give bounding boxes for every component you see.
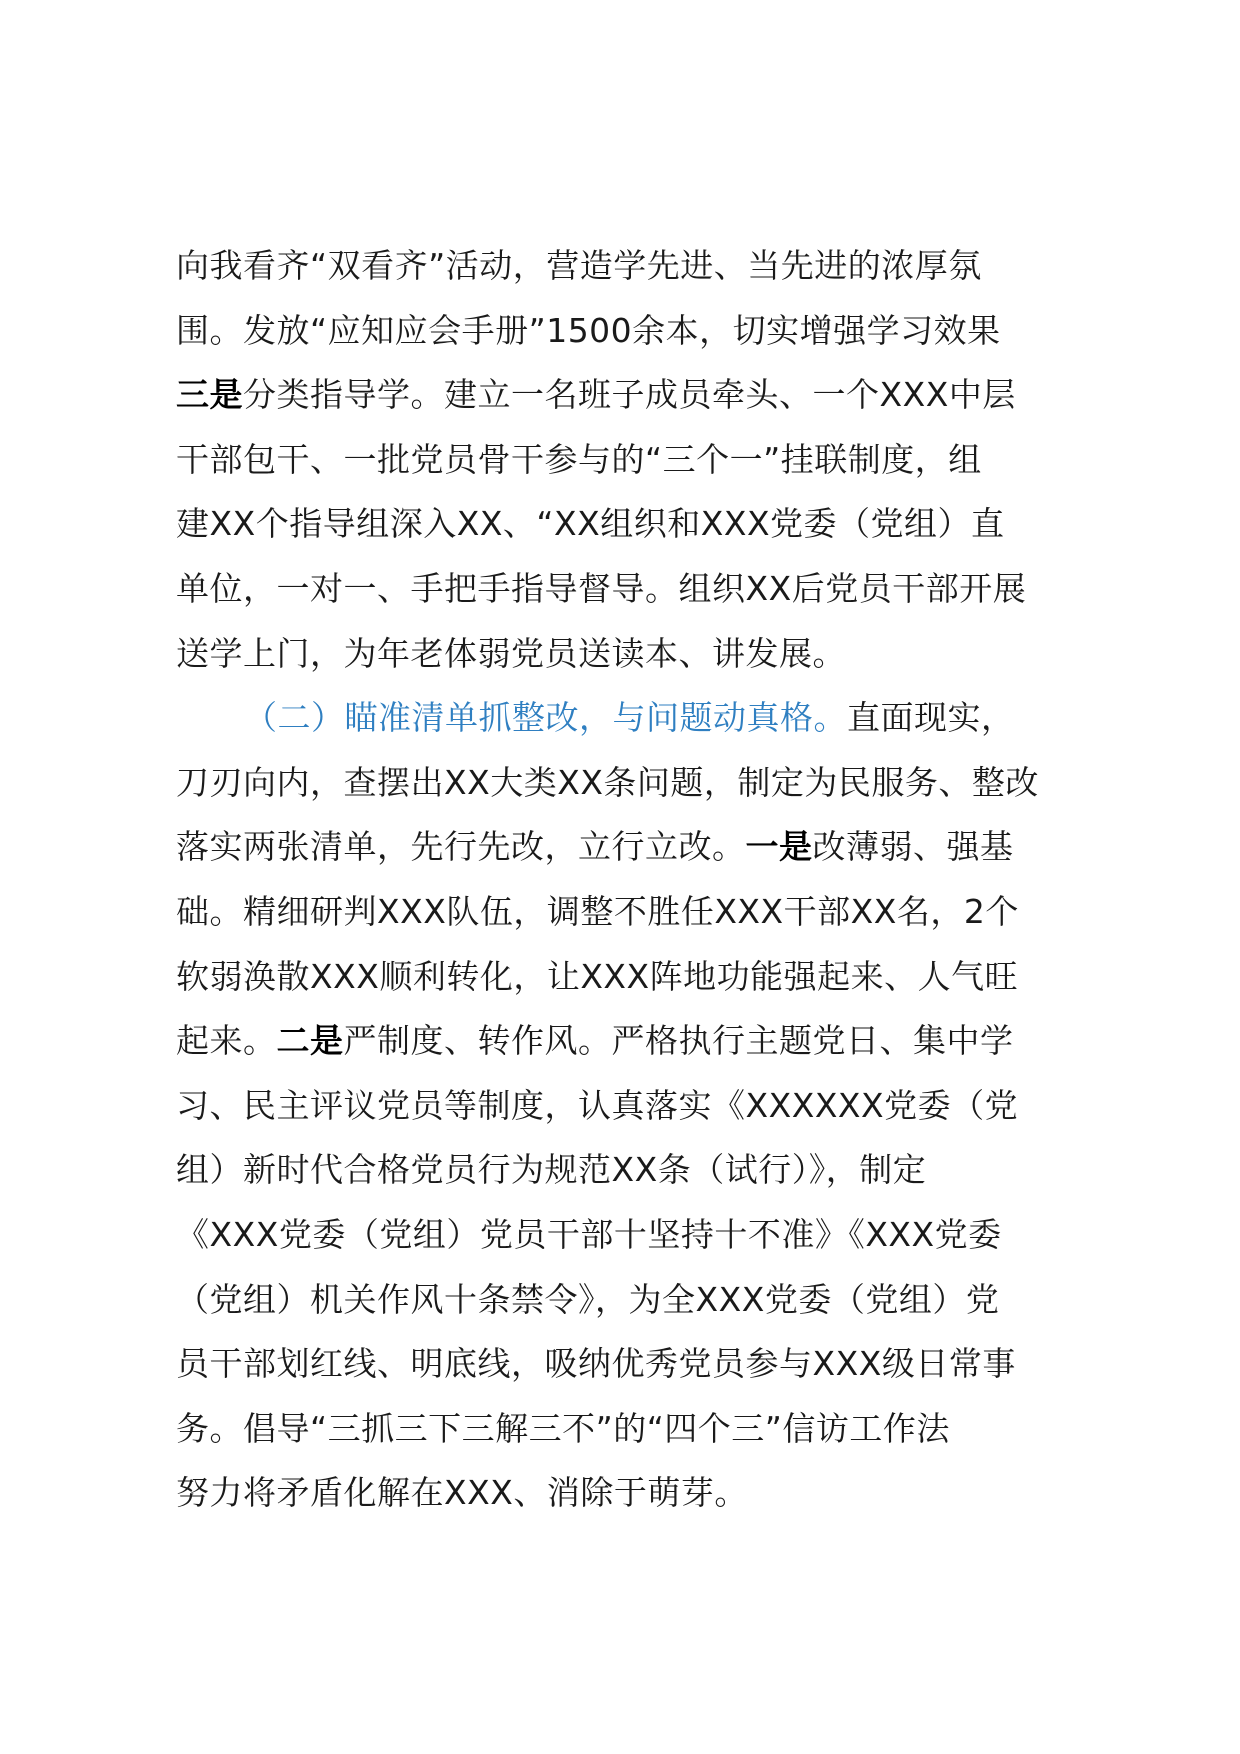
text-line — [176, 751, 1116, 816]
text-line — [176, 1009, 1116, 1074]
text-run: 分类指导学。建立一名班子成员牵头、一个XXX中层 — [243, 375, 1016, 415]
text-run: 起来。 — [176, 1021, 277, 1061]
text-run: 落实两张清单，先行先改，立行立改。 — [176, 827, 746, 867]
text-run: 习、民主评议党员等制度，认真落实《XXXXXX党委（党 — [176, 1085, 1019, 1125]
text-run: 严制度、转作风。严格执行主题党日、集中学 — [343, 1021, 1014, 1061]
text-line — [176, 945, 1116, 1010]
text-line — [176, 622, 1116, 687]
text-run: 刀刃向内，查摆出XX大类XX条问题，制定为民服务、整改 — [176, 762, 1039, 802]
text-run: 础。精细研判XXX队伍，调整不胜任XXX干部XX名，2个 — [176, 891, 1019, 931]
text-line — [176, 557, 1116, 622]
text-run: 送学上门，为年老体弱党员送读本、讲发展。 — [176, 633, 846, 673]
text-line — [176, 1397, 1116, 1462]
body-text — [176, 234, 1116, 1526]
text-run: 单位，一对一、手把手指导督导。组织XX后党员干部开展 — [176, 568, 1027, 608]
text-run: 向我看齐“双看齐”活动，营造学先进、当先进的浓厚氛 — [176, 246, 982, 285]
text-line — [176, 363, 1116, 428]
text-line — [176, 1138, 1116, 1203]
text-run: 建XX个指导组深入XX、“XX组织和XXX党委（党组）直 — [176, 504, 1005, 544]
text-run: 干部包干、一批党员骨干参与的“三个一”挂联制度，组 — [176, 439, 982, 479]
text-line — [176, 1074, 1116, 1139]
text-run: 员干部划红线、明底线，吸纳优秀党员参与XXX级日常事 — [176, 1344, 1016, 1384]
bold-keyword: 一是 — [745, 827, 813, 867]
text-line — [176, 1332, 1116, 1397]
section-heading: （二）瞄准清单抓整改，与问题动真格。 — [244, 698, 847, 738]
text-run: 务。倡导“三抓三下三解三不”的“四个三”信访工作法 — [176, 1408, 950, 1448]
text-run: 直面现实， — [847, 698, 1015, 738]
text-run: 围。发放“应知应会手册”1500余本，切实增强学习效果 — [176, 310, 1001, 350]
text-line — [176, 815, 1116, 880]
text-line — [176, 1268, 1116, 1333]
text-line — [176, 428, 1116, 493]
text-run: （党组）机关作风十条禁令》，为全XXX党委（党组）党 — [176, 1279, 1000, 1319]
text-line — [176, 234, 1116, 299]
text-line — [176, 299, 1116, 364]
text-line — [176, 880, 1116, 945]
section-heading-line — [176, 686, 1116, 751]
text-run: 软弱涣散XXX顺利转化，让XXX阵地功能强起来、人气旺 — [176, 956, 1019, 996]
text-line — [176, 1461, 1116, 1526]
text-run: 改薄弱、强基 — [812, 827, 1014, 867]
text-run: 组）新时代合格党员行为规范XX条（试行）》，制定 — [176, 1150, 927, 1190]
bold-keyword: 二是 — [276, 1021, 344, 1061]
bold-keyword: 三是 — [176, 375, 243, 415]
text-line — [176, 1203, 1116, 1268]
text-line — [176, 492, 1116, 557]
text-run: 《XXX党委（党组）党员干部十坚持十不准》《XXX党委 — [176, 1214, 1002, 1254]
text-run: 努力将矛盾化解在XXX、消除于萌芽。 — [176, 1473, 748, 1513]
